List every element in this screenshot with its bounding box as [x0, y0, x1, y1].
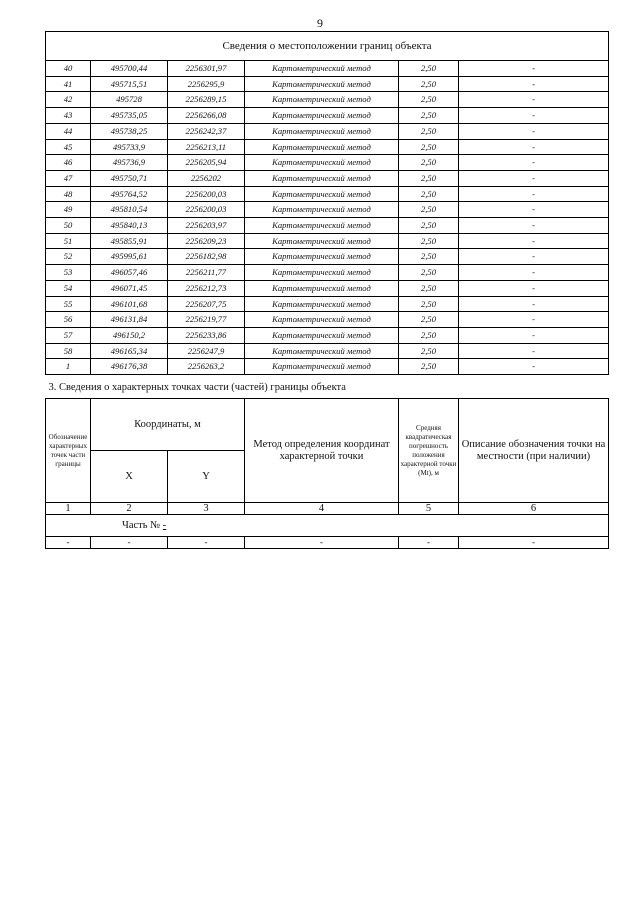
point-number-cell: 53: [46, 265, 91, 281]
header-y: Y: [168, 451, 245, 503]
description-cell: -: [459, 61, 609, 77]
header-point-designation: Обозначение характерных точек части границы: [46, 399, 91, 503]
method-cell: Картометрический метод: [245, 312, 399, 328]
description-cell: -: [459, 186, 609, 202]
table-row: [46, 296, 609, 312]
description-cell: -: [459, 312, 609, 328]
table-row: [46, 139, 609, 155]
description-cell: -: [459, 233, 609, 249]
table-row: [46, 327, 609, 343]
table-row: [46, 265, 609, 281]
y-coordinate-cell: 2256263,2: [168, 359, 245, 375]
accuracy-cell: 2,50: [399, 265, 459, 281]
column-number: 1: [46, 503, 91, 515]
column-number: 6: [459, 503, 609, 515]
point-number-cell: 56: [46, 312, 91, 328]
x-coordinate-cell: 495733,9: [91, 139, 168, 155]
header-accuracy: Средняя квадратическая погрешность положения характерной точки (Мt), м: [399, 399, 459, 503]
point-number-cell: 55: [46, 296, 91, 312]
method-cell: Картометрический метод: [245, 76, 399, 92]
accuracy-cell: 2,50: [399, 359, 459, 375]
accuracy-cell: 2,50: [399, 312, 459, 328]
method-cell: Картометрический метод: [245, 92, 399, 108]
table-cell: -: [399, 537, 459, 549]
point-number-cell: 40: [46, 61, 91, 77]
x-coordinate-cell: 495728: [91, 92, 168, 108]
section-heading: Сведения о местоположении границ объекта: [46, 32, 609, 61]
table-row: [46, 170, 609, 186]
point-number-cell: 50: [46, 218, 91, 234]
y-coordinate-cell: 2256301,97: [168, 61, 245, 77]
y-coordinate-cell: 2256211,77: [168, 265, 245, 281]
point-number-cell: 1: [46, 359, 91, 375]
accuracy-cell: 2,50: [399, 76, 459, 92]
description-cell: -: [459, 343, 609, 359]
point-number-cell: 57: [46, 327, 91, 343]
part-data-row: [46, 537, 609, 549]
method-cell: Картометрический метод: [245, 233, 399, 249]
boundary-coordinates-table: [45, 31, 609, 375]
description-cell: -: [459, 296, 609, 312]
column-number: 2: [91, 503, 168, 515]
x-coordinate-cell: 495750,71: [91, 170, 168, 186]
description-cell: -: [459, 280, 609, 296]
method-cell: Картометрический метод: [245, 280, 399, 296]
accuracy-cell: 2,50: [399, 296, 459, 312]
x-coordinate-cell: 495840,13: [91, 218, 168, 234]
y-coordinate-cell: 2256200,03: [168, 202, 245, 218]
x-coordinate-cell: 496150,2: [91, 327, 168, 343]
point-number-cell: 45: [46, 139, 91, 155]
table-row: [46, 249, 609, 265]
accuracy-cell: 2,50: [399, 92, 459, 108]
method-cell: Картометрический метод: [245, 327, 399, 343]
accuracy-cell: 2,50: [399, 139, 459, 155]
table-row: [46, 123, 609, 139]
section3-title: 3. Сведения о характерных точках части (частей) границы объекта: [46, 377, 609, 399]
table-cell: -: [245, 537, 399, 549]
point-number-cell: 47: [46, 170, 91, 186]
part-value: -: [162, 520, 167, 531]
y-coordinate-cell: 2256203,97: [168, 218, 245, 234]
y-coordinate-cell: 2256209,23: [168, 233, 245, 249]
method-cell: Картометрический метод: [245, 170, 399, 186]
part-row: [46, 515, 609, 537]
point-number-cell: 42: [46, 92, 91, 108]
x-coordinate-cell: 495715,51: [91, 76, 168, 92]
description-cell: -: [459, 218, 609, 234]
y-coordinate-cell: 2256233,86: [168, 327, 245, 343]
description-cell: -: [459, 249, 609, 265]
accuracy-cell: 2,50: [399, 186, 459, 202]
table-row: [46, 76, 609, 92]
accuracy-cell: 2,50: [399, 61, 459, 77]
table-row: [46, 61, 609, 77]
table-row: [46, 92, 609, 108]
accuracy-cell: 2,50: [399, 170, 459, 186]
description-cell: -: [459, 265, 609, 281]
description-cell: -: [459, 76, 609, 92]
y-coordinate-cell: 2256289,15: [168, 92, 245, 108]
header-method: Метод определения координат характерной точки: [245, 399, 399, 503]
method-cell: Картометрический метод: [245, 343, 399, 359]
x-coordinate-cell: 496131,84: [91, 312, 168, 328]
table-cell: -: [91, 537, 168, 549]
table-row: [46, 280, 609, 296]
column-number: 4: [245, 503, 399, 515]
y-coordinate-cell: 2256200,03: [168, 186, 245, 202]
point-number-cell: 49: [46, 202, 91, 218]
description-cell: -: [459, 202, 609, 218]
x-coordinate-cell: 496176,38: [91, 359, 168, 375]
method-cell: Картометрический метод: [245, 186, 399, 202]
description-cell: -: [459, 139, 609, 155]
point-number-cell: 48: [46, 186, 91, 202]
description-cell: -: [459, 123, 609, 139]
point-number-cell: 41: [46, 76, 91, 92]
x-coordinate-cell: 495735,05: [91, 108, 168, 124]
accuracy-cell: 2,50: [399, 155, 459, 171]
method-cell: Картометрический метод: [245, 249, 399, 265]
column-number: 3: [168, 503, 245, 515]
y-coordinate-cell: 2256212,73: [168, 280, 245, 296]
point-number-cell: 43: [46, 108, 91, 124]
x-coordinate-cell: 495855,91: [91, 233, 168, 249]
y-coordinate-cell: 2256213,11: [168, 139, 245, 155]
accuracy-cell: 2,50: [399, 123, 459, 139]
part-cell: [46, 515, 609, 537]
y-coordinate-cell: 2256205,94: [168, 155, 245, 171]
accuracy-cell: 2,50: [399, 249, 459, 265]
table-row: [46, 202, 609, 218]
method-cell: Картометрический метод: [245, 202, 399, 218]
accuracy-cell: 2,50: [399, 233, 459, 249]
table-row: [46, 186, 609, 202]
accuracy-cell: 2,50: [399, 280, 459, 296]
y-coordinate-cell: 2256207,75: [168, 296, 245, 312]
point-number-cell: 51: [46, 233, 91, 249]
description-cell: -: [459, 170, 609, 186]
method-cell: Картометрический метод: [245, 61, 399, 77]
table-cell: -: [46, 537, 91, 549]
method-cell: Картометрический метод: [245, 155, 399, 171]
point-number-cell: 46: [46, 155, 91, 171]
table-row: [46, 155, 609, 171]
x-coordinate-cell: 495764,52: [91, 186, 168, 202]
column-number-row: [46, 503, 609, 515]
description-cell: -: [459, 108, 609, 124]
accuracy-cell: 2,50: [399, 202, 459, 218]
header-x: X: [91, 451, 168, 503]
description-cell: -: [459, 359, 609, 375]
table-row: [46, 108, 609, 124]
y-coordinate-cell: 2256247,9: [168, 343, 245, 359]
method-cell: Картометрический метод: [245, 265, 399, 281]
x-coordinate-cell: 496165,34: [91, 343, 168, 359]
column-number: 5: [399, 503, 459, 515]
method-cell: Картометрический метод: [245, 296, 399, 312]
accuracy-cell: 2,50: [399, 218, 459, 234]
description-cell: -: [459, 327, 609, 343]
table-cell: -: [459, 537, 609, 549]
page-number: 9: [317, 16, 323, 30]
table-row: [46, 218, 609, 234]
y-coordinate-cell: 2256266,08: [168, 108, 245, 124]
x-coordinate-cell: 495995,61: [91, 249, 168, 265]
method-cell: Картометрический метод: [245, 218, 399, 234]
method-cell: Картометрический метод: [245, 139, 399, 155]
y-coordinate-cell: 2256202: [168, 170, 245, 186]
x-coordinate-cell: 495700,44: [91, 61, 168, 77]
table-cell: -: [168, 537, 245, 549]
x-coordinate-cell: 495738,25: [91, 123, 168, 139]
table-row: [46, 343, 609, 359]
point-number-cell: 58: [46, 343, 91, 359]
y-coordinate-cell: 2256182,98: [168, 249, 245, 265]
x-coordinate-cell: 495736,9: [91, 155, 168, 171]
accuracy-cell: 2,50: [399, 108, 459, 124]
point-number-cell: 44: [46, 123, 91, 139]
part-label: Часть №: [122, 520, 161, 531]
y-coordinate-cell: 2256219,77: [168, 312, 245, 328]
accuracy-cell: 2,50: [399, 327, 459, 343]
table-row: [46, 312, 609, 328]
point-number-cell: 54: [46, 280, 91, 296]
method-cell: Картометрический метод: [245, 359, 399, 375]
point-number-cell: 52: [46, 249, 91, 265]
y-coordinate-cell: 2256242,37: [168, 123, 245, 139]
table-row: [46, 233, 609, 249]
header-coordinates: Координаты, м: [91, 399, 245, 451]
x-coordinate-cell: 495810,54: [91, 202, 168, 218]
part-points-table: [45, 377, 609, 549]
x-coordinate-cell: 496071,45: [91, 280, 168, 296]
method-cell: Картометрический метод: [245, 108, 399, 124]
y-coordinate-cell: 2256295,9: [168, 76, 245, 92]
table-row: [46, 359, 609, 375]
method-cell: Картометрический метод: [245, 123, 399, 139]
description-cell: -: [459, 92, 609, 108]
x-coordinate-cell: 496057,46: [91, 265, 168, 281]
x-coordinate-cell: 496101,68: [91, 296, 168, 312]
description-cell: -: [459, 155, 609, 171]
header-description: Описание обозначения точки на местности (при наличии): [459, 399, 609, 503]
accuracy-cell: 2,50: [399, 343, 459, 359]
